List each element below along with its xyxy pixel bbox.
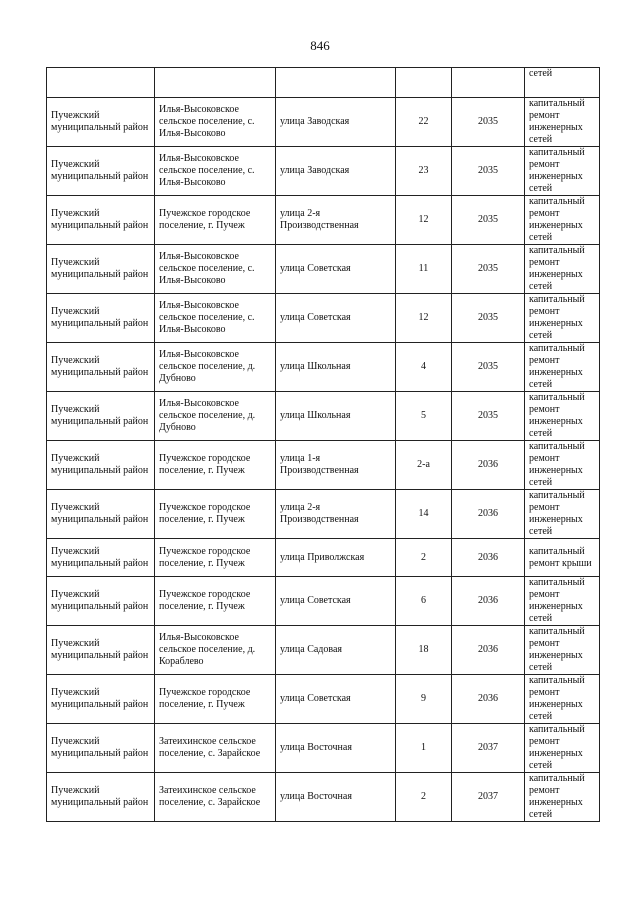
settlement-cell: Пучежское городское поселение, г. Пучеж [155, 196, 276, 245]
page-number: 846 [310, 38, 330, 53]
settlement-cell [155, 68, 276, 98]
house-cell: 4 [396, 343, 452, 392]
street-cell: улица Заводская [276, 98, 396, 147]
table-row [47, 294, 600, 343]
work-type-cell: капитальный ремонт инженерных сетей [525, 724, 600, 773]
district-cell: Пучежский муниципальный район [47, 539, 155, 577]
house-cell: 9 [396, 675, 452, 724]
work-type-cell: капитальный ремонт инженерных сетей [525, 294, 600, 343]
work-type-cell: капитальный ремонт инженерных сетей [525, 441, 600, 490]
district-cell: Пучежский муниципальный район [47, 98, 155, 147]
house-cell: 5 [396, 392, 452, 441]
house-cell: 1 [396, 724, 452, 773]
year-cell: 2036 [452, 441, 525, 490]
house-cell: 12 [396, 294, 452, 343]
settlement-cell: Илья-Высоковское сельское поселение, с. Илья-Высоково [155, 98, 276, 147]
work-type-cell: капитальный ремонт инженерных сетей [525, 626, 600, 675]
settlement-cell: Илья-Высоковское сельское поселение, д. Кораблево [155, 626, 276, 675]
street-cell: улица Советская [276, 577, 396, 626]
district-cell: Пучежский муниципальный район [47, 245, 155, 294]
table-row [47, 98, 600, 147]
year-cell: 2036 [452, 626, 525, 675]
table-row [47, 577, 600, 626]
work-type-cell: капитальный ремонт инженерных сетей [525, 577, 600, 626]
street-cell: улица Восточная [276, 724, 396, 773]
table-row [47, 343, 600, 392]
year-cell [452, 68, 525, 98]
table-row [47, 245, 600, 294]
house-cell: 14 [396, 490, 452, 539]
continuation-row [47, 68, 600, 98]
housing-repair-table [46, 67, 600, 822]
year-cell: 2035 [452, 98, 525, 147]
table-row [47, 196, 600, 245]
work-type-cell: капитальный ремонт инженерных сетей [525, 245, 600, 294]
house-cell: 2-а [396, 441, 452, 490]
house-cell: 12 [396, 196, 452, 245]
house-cell: 6 [396, 577, 452, 626]
street-cell: улица 2-я Производственная [276, 490, 396, 539]
work-type-cell: капитальный ремонт инженерных сетей [525, 392, 600, 441]
district-cell: Пучежский муниципальный район [47, 773, 155, 822]
work-type-cell: капитальный ремонт инженерных сетей [525, 773, 600, 822]
table-row [47, 539, 600, 577]
year-cell: 2036 [452, 490, 525, 539]
settlement-cell: Илья-Высоковское сельское поселение, д. Дубново [155, 392, 276, 441]
street-cell: улица Приволжская [276, 539, 396, 577]
district-cell: Пучежский муниципальный район [47, 577, 155, 626]
table-row [47, 147, 600, 196]
district-cell [47, 68, 155, 98]
house-cell: 2 [396, 539, 452, 577]
table-body [47, 68, 600, 822]
table-row [47, 441, 600, 490]
year-cell: 2035 [452, 196, 525, 245]
district-cell: Пучежский муниципальный район [47, 343, 155, 392]
settlement-cell: Пучежское городское поселение, г. Пучеж [155, 441, 276, 490]
house-cell: 18 [396, 626, 452, 675]
house-cell: 2 [396, 773, 452, 822]
table-row [47, 773, 600, 822]
work-type-cell: капитальный ремонт инженерных сетей [525, 98, 600, 147]
settlement-cell: Илья-Высоковское сельское поселение, с. Илья-Высоково [155, 245, 276, 294]
work-type-cell: капитальный ремонт инженерных сетей [525, 490, 600, 539]
table-row [47, 626, 600, 675]
settlement-cell: Пучежское городское поселение, г. Пучеж [155, 490, 276, 539]
district-cell: Пучежский муниципальный район [47, 724, 155, 773]
district-cell: Пучежский муниципальный район [47, 392, 155, 441]
year-cell: 2037 [452, 773, 525, 822]
work-type-cell: капитальный ремонт инженерных сетей [525, 343, 600, 392]
street-cell: улица Школьная [276, 392, 396, 441]
street-cell: улица 2-я Производственная [276, 196, 396, 245]
street-cell: улица Школьная [276, 343, 396, 392]
settlement-cell: Затеихинское сельское поселение, с. Зарайское [155, 773, 276, 822]
table-row [47, 675, 600, 724]
settlement-cell: Пучежское городское поселение, г. Пучеж [155, 675, 276, 724]
street-cell: улица Советская [276, 245, 396, 294]
street-cell: улица Советская [276, 675, 396, 724]
street-cell: улица Заводская [276, 147, 396, 196]
year-cell: 2036 [452, 539, 525, 577]
settlement-cell: Илья-Высоковское сельское поселение, с. Илья-Высоково [155, 294, 276, 343]
settlement-cell: Пучежское городское поселение, г. Пучеж [155, 577, 276, 626]
street-cell: улица Садовая [276, 626, 396, 675]
work-type-cell: сетей [525, 68, 600, 98]
year-cell: 2035 [452, 147, 525, 196]
district-cell: Пучежский муниципальный район [47, 294, 155, 343]
table-row [47, 724, 600, 773]
work-type-cell: капитальный ремонт инженерных сетей [525, 675, 600, 724]
street-cell [276, 68, 396, 98]
year-cell: 2035 [452, 245, 525, 294]
district-cell: Пучежский муниципальный район [47, 441, 155, 490]
district-cell: Пучежский муниципальный район [47, 196, 155, 245]
settlement-cell: Илья-Высоковское сельское поселение, д. Дубново [155, 343, 276, 392]
table-row [47, 392, 600, 441]
year-cell: 2035 [452, 343, 525, 392]
settlement-cell: Илья-Высоковское сельское поселение, с. Илья-Высоково [155, 147, 276, 196]
work-type-cell: капитальный ремонт инженерных сетей [525, 147, 600, 196]
house-cell: 22 [396, 98, 452, 147]
table-row [47, 490, 600, 539]
year-cell: 2035 [452, 294, 525, 343]
house-cell: 23 [396, 147, 452, 196]
work-type-cell: капитальный ремонт крыши [525, 539, 600, 577]
settlement-cell: Затеихинское сельское поселение, с. Зарайское [155, 724, 276, 773]
district-cell: Пучежский муниципальный район [47, 147, 155, 196]
year-cell: 2036 [452, 675, 525, 724]
street-cell: улица 1-я Производственная [276, 441, 396, 490]
year-cell: 2037 [452, 724, 525, 773]
settlement-cell: Пучежское городское поселение, г. Пучеж [155, 539, 276, 577]
district-cell: Пучежский муниципальный район [47, 675, 155, 724]
street-cell: улица Советская [276, 294, 396, 343]
year-cell: 2036 [452, 577, 525, 626]
year-cell: 2035 [452, 392, 525, 441]
district-cell: Пучежский муниципальный район [47, 490, 155, 539]
house-cell: 11 [396, 245, 452, 294]
house-cell [396, 68, 452, 98]
district-cell: Пучежский муниципальный район [47, 626, 155, 675]
work-type-cell: капитальный ремонт инженерных сетей [525, 196, 600, 245]
street-cell: улица Восточная [276, 773, 396, 822]
